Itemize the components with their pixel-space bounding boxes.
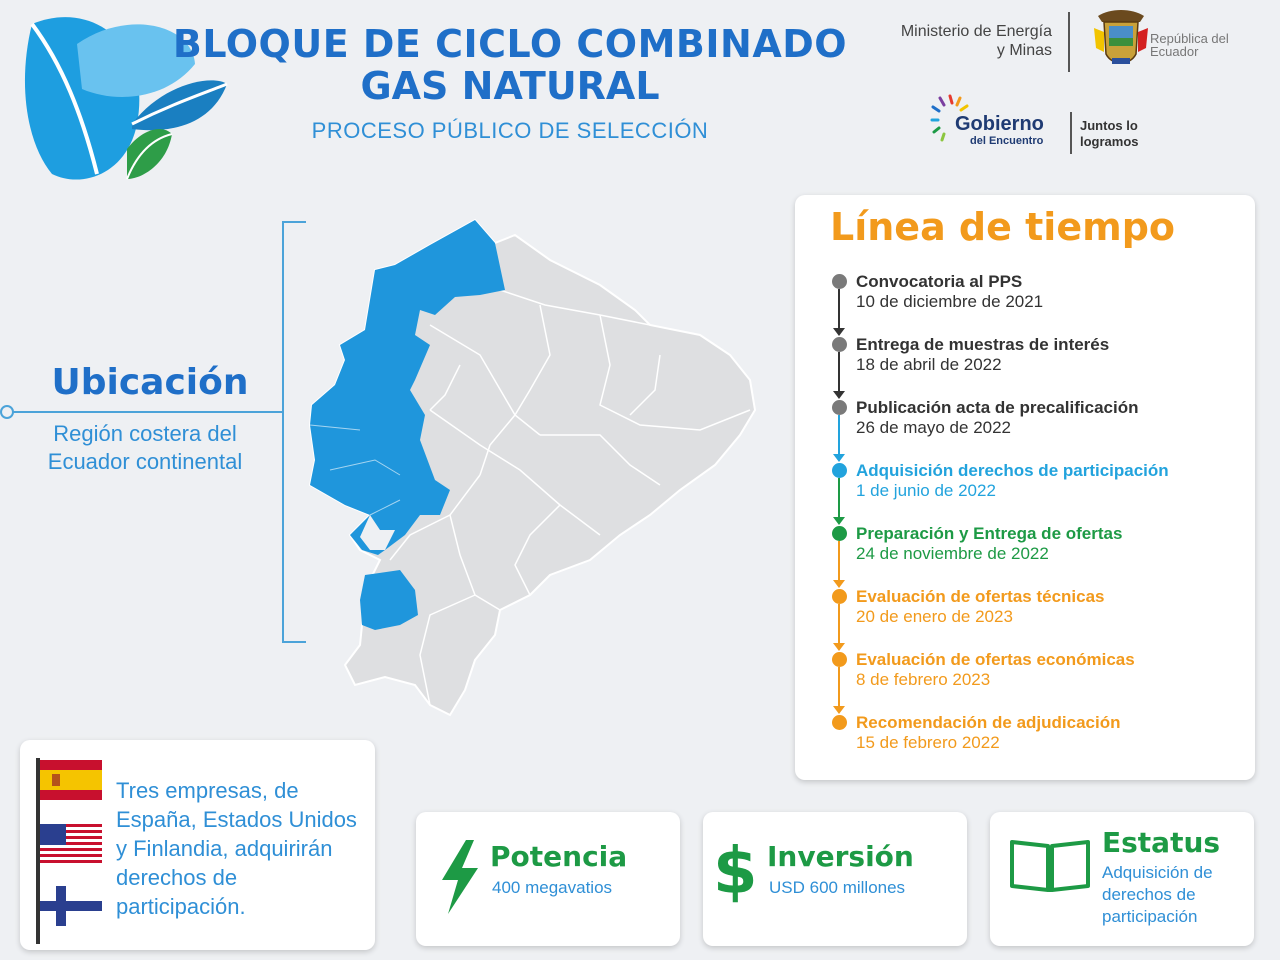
subtitle: PROCESO PÚBLICO DE SELECCIÓN	[311, 118, 709, 143]
header-divider	[1068, 12, 1070, 72]
timeline-item-label: Entrega de muestras de interés	[856, 335, 1110, 354]
dollar-icon: $	[713, 835, 758, 909]
timeline-arrow-icon	[833, 580, 845, 588]
timeline-dot	[832, 652, 847, 667]
timeline-item-label: Adquisición derechos de participación	[856, 461, 1169, 480]
timeline-item-date: 8 de febrero 2023	[856, 670, 991, 689]
inversion-title: Inversión	[767, 840, 914, 873]
timeline-connector	[838, 415, 840, 459]
timeline-dot	[832, 589, 847, 604]
timeline-connector	[838, 604, 840, 648]
inversion-card	[703, 812, 967, 946]
timeline-item-label: Evaluación de ofertas económicas	[856, 650, 1135, 669]
ecuador-coat-of-arms-icon	[1090, 8, 1152, 72]
timeline-title: Línea de tiempo	[830, 205, 1176, 249]
gobierno-sub-label: del Encuentro	[970, 135, 1044, 147]
timeline-item-label: Recomendación de adjudicación	[856, 713, 1121, 732]
gobierno-label: Gobierno	[955, 113, 1044, 135]
potencia-value: 400 megavatios	[492, 878, 613, 897]
ministerio-label: Ministerio de Energía y Minas	[900, 23, 1052, 59]
timeline-item-date: 1 de junio de 2022	[856, 481, 996, 500]
timeline-dot	[832, 274, 847, 289]
lightning-icon	[436, 840, 482, 914]
usa-flag-icon	[40, 824, 102, 864]
timeline-arrow-icon	[833, 643, 845, 651]
timeline-item-label: Convocatoria al PPS	[856, 272, 1023, 291]
bracket-connector	[8, 411, 282, 413]
timeline-dot	[832, 337, 847, 352]
book-icon	[1008, 836, 1092, 896]
main-title-line1: BLOQUE DE CICLO COMBINADO	[172, 22, 848, 66]
timeline-connector	[838, 352, 840, 396]
inversion-value: USD 600 millones	[769, 878, 906, 897]
timeline-dot	[832, 400, 847, 415]
timeline-arrow-icon	[833, 391, 845, 399]
timeline-item-date: 26 de mayo de 2022	[856, 418, 1012, 437]
finland-flag-icon	[40, 886, 102, 926]
timeline-item-label: Publicación acta de precalificación	[856, 398, 1139, 417]
timeline-connector	[838, 289, 840, 333]
timeline-arrow-icon	[833, 454, 845, 462]
timeline-connector	[838, 541, 840, 585]
estatus-title: Estatus	[1102, 826, 1221, 859]
ubicacion-title: Ubicación	[51, 362, 249, 403]
ecuador-map	[300, 215, 760, 725]
timeline-item-date: 18 de abril de 2022	[856, 355, 1002, 374]
gobierno-divider	[1070, 112, 1072, 154]
companies-text: Tres empresas, de España, Estados Unidos y Finlandia, adquirirán derechos de participación.	[116, 778, 357, 919]
timeline-item-label: Evaluación de ofertas técnicas	[856, 587, 1105, 606]
main-title-line2: GAS NATURAL	[360, 64, 660, 108]
timeline-item-date: 10 de diciembre de 2021	[856, 292, 1044, 311]
timeline-item-date: 20 de enero de 2023	[856, 607, 1013, 626]
spain-flag-icon	[40, 760, 102, 800]
timeline-dot	[832, 526, 847, 541]
juntos-label: Juntos lo logramos	[1080, 118, 1139, 149]
timeline-arrow-icon	[833, 328, 845, 336]
ubicacion-description: Región costera del Ecuador continental	[47, 421, 243, 474]
timeline-dot	[832, 463, 847, 478]
timeline-arrow-icon	[833, 517, 845, 525]
potencia-title: Potencia	[490, 840, 628, 873]
potencia-card	[416, 812, 680, 946]
republica-label: República del Ecuador	[1150, 31, 1229, 59]
timeline-item-date: 24 de noviembre de 2022	[856, 544, 1049, 563]
timeline-item-label: Preparación y Entrega de ofertas	[856, 524, 1123, 543]
timeline-connector	[838, 667, 840, 711]
estatus-value: Adquisición de derechos de participación	[1102, 863, 1213, 926]
bracket-dot	[0, 405, 14, 419]
timeline-connector	[838, 478, 840, 522]
timeline-arrow-icon	[833, 706, 845, 714]
timeline-item-date: 15 de febrero 2022	[856, 733, 1000, 752]
timeline-dot	[832, 715, 847, 730]
estatus-card	[990, 812, 1254, 946]
